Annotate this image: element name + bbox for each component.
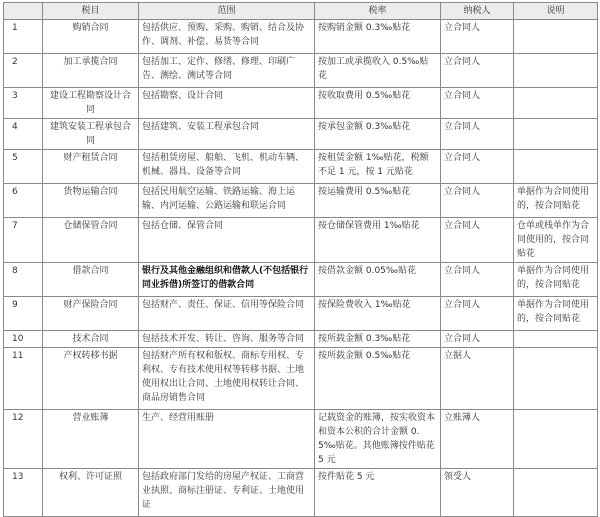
row-scope: 生产、经营用账册: [139, 410, 315, 469]
row-payer: 立合同人: [441, 54, 514, 88]
row-number: 7: [4, 218, 43, 263]
row-item: 权利、许可证照: [43, 469, 139, 517]
row-note: [514, 54, 598, 88]
row-item: 营业账簿: [43, 410, 139, 469]
row-note: [514, 410, 598, 469]
row-rate: 按保险费收入 1‰贴花: [315, 297, 441, 331]
table-row: [4, 410, 598, 469]
header-note: 说明: [514, 3, 598, 20]
table-row: [4, 348, 598, 410]
row-rate: 按租赁金额 1‰贴花，税额不足 1 元，按 1 元贴花: [315, 150, 441, 184]
row-scope: 包括加工、定作、修缮、修理、印刷广告、测绘、测试等合同: [139, 54, 315, 88]
row-scope: 包括政府部门发给的房屋产权证、工商营业执照、商标注册证、专利证、土地使用证: [139, 469, 315, 517]
table-row: [4, 184, 598, 218]
table-row: [4, 331, 598, 348]
table-row: [4, 88, 598, 119]
row-number: 6: [4, 184, 43, 218]
header-scope: 范围: [139, 3, 315, 20]
row-payer: 立合同人: [441, 331, 514, 348]
row-payer: 立合同人: [441, 20, 514, 54]
table-row: [4, 218, 598, 263]
header-item: 税目: [43, 3, 139, 20]
row-number: 5: [4, 150, 43, 184]
row-note: 单据作为合同使用的，按合同贴花: [514, 184, 598, 218]
row-number: 9: [4, 297, 43, 331]
tax-table-container: [3, 2, 597, 510]
row-scope: 包括仓储、保管合同: [139, 218, 315, 263]
row-rate: 按借款金额 0.05‰贴花: [315, 263, 441, 297]
row-number: 4: [4, 119, 43, 150]
row-scope: 包括供应、预购、采购、购销、结合及协作、调剂、补偿、易货等合同: [139, 20, 315, 54]
row-item: 借款合同: [43, 263, 139, 297]
row-item: 货物运输合同: [43, 184, 139, 218]
row-payer: 立据人: [441, 348, 514, 410]
row-number: 3: [4, 88, 43, 119]
row-note: [514, 88, 598, 119]
row-scope: 包括财产所有权和版权、商标专用权、专利权、专有技术使用权等转移书据、土地使用权出让合同、土地使用权转让合同、商品房销售合同: [139, 348, 315, 410]
header-rate: 税率: [315, 3, 441, 20]
row-scope: 包括民用航空运输、铁路运输、海上运输、内河运输、公路运输和联运合同: [139, 184, 315, 218]
stamp-tax-table: [3, 2, 598, 517]
row-item: 加工承揽合同: [43, 54, 139, 88]
row-note: [514, 20, 598, 54]
row-number: 8: [4, 263, 43, 297]
row-number: 12: [4, 410, 43, 469]
row-rate: 按件贴花 5 元: [315, 469, 441, 517]
table-row: [4, 20, 598, 54]
row-payer: 立合同人: [441, 184, 514, 218]
row-scope: 包括技术开发、转让、咨询、服务等合同: [139, 331, 315, 348]
row-number: 11: [4, 348, 43, 410]
row-rate: 按收取费用 0.5‰贴花: [315, 88, 441, 119]
row-note: [514, 119, 598, 150]
row-note: [514, 469, 598, 517]
row-item: 产权转移书据: [43, 348, 139, 410]
row-item: 建设工程勘察设计合同: [43, 88, 139, 119]
row-item: 财产保险合同: [43, 297, 139, 331]
row-payer: 立合同人: [441, 88, 514, 119]
row-number: 2: [4, 54, 43, 88]
row-rate: 记载资金的账簿，按实收资本和资本公积的合计金额 0.5‰贴花。其他账簿按件贴花 5 元: [315, 410, 441, 469]
row-rate: 按承包金额 0.3‰贴花: [315, 119, 441, 150]
header-number: [4, 3, 43, 20]
row-rate: 按购销金额 0.3‰贴花: [315, 20, 441, 54]
row-note: [514, 150, 598, 184]
row-number: 10: [4, 331, 43, 348]
row-rate: 按运输费用 0.5‰贴花: [315, 184, 441, 218]
row-note: 单据作为合同使用的，按合同贴花: [514, 297, 598, 331]
table-row: [4, 119, 598, 150]
row-payer: 立合同人: [441, 119, 514, 150]
row-rate: 按加工或承揽收入 0.5‰贴花: [315, 54, 441, 88]
row-payer: 立账簿人: [441, 410, 514, 469]
table-row: [4, 54, 598, 88]
table-row: [4, 469, 598, 517]
row-scope: 包括租赁房屋、船舶、飞机、机动车辆、机械、器具、设备等合同: [139, 150, 315, 184]
row-payer: 立合同人: [441, 263, 514, 297]
row-item: 财产租赁合同: [43, 150, 139, 184]
row-scope: 银行及其他金融组织和借款人(不包括银行同业拆借)所签订的借款合同: [139, 263, 315, 297]
row-scope: 包括建筑、安装工程承包合同: [139, 119, 315, 150]
row-payer: 立合同人: [441, 297, 514, 331]
table-row: [4, 263, 598, 297]
table-row: [4, 150, 598, 184]
row-rate: 按所载金额 0.5‰贴花: [315, 348, 441, 410]
row-note: 仓单或栈单作为合同使用的，按合同贴花: [514, 218, 598, 263]
row-payer: 领受人: [441, 469, 514, 517]
row-item: 仓储保管合同: [43, 218, 139, 263]
row-note: 单据作为合同使用的，按合同贴花: [514, 263, 598, 297]
table-header-row: [4, 3, 598, 20]
row-rate: 按所载金额 0.3‰贴花: [315, 331, 441, 348]
row-item: 建筑安装工程承包合同: [43, 119, 139, 150]
row-scope: 包括勘察、设计合同: [139, 88, 315, 119]
row-number: 13: [4, 469, 43, 517]
row-payer: 立合同人: [441, 150, 514, 184]
row-rate: 按仓储保管费用 1‰贴花: [315, 218, 441, 263]
row-number: 1: [4, 20, 43, 54]
row-note: [514, 331, 598, 348]
header-payer: 纳税人: [441, 3, 514, 20]
row-note: [514, 348, 598, 410]
row-payer: 立合同人: [441, 218, 514, 263]
row-scope: 包括财产、责任、保证、信用等保险合同: [139, 297, 315, 331]
row-item: 购销合同: [43, 20, 139, 54]
table-row: [4, 297, 598, 331]
row-item: 技术合同: [43, 331, 139, 348]
